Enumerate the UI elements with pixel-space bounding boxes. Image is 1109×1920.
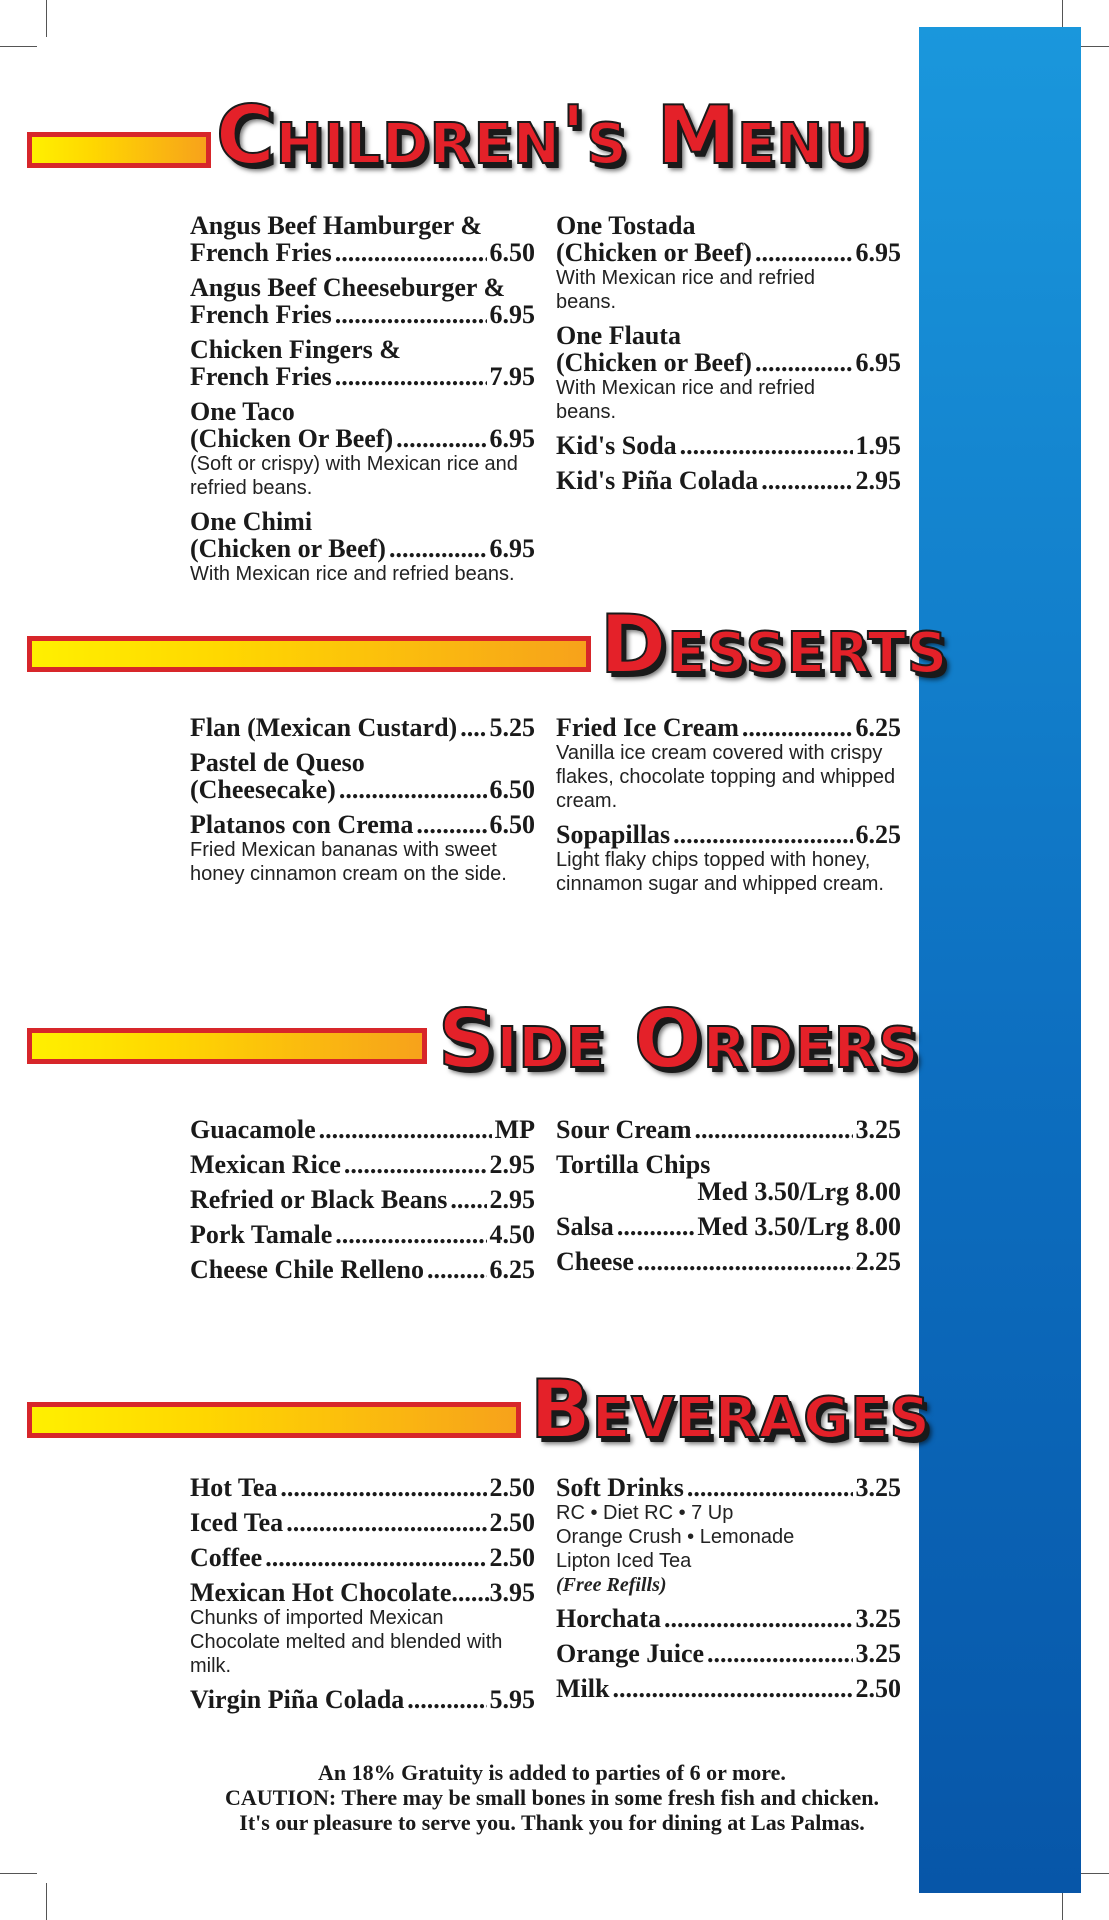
childrens-menu-banner-bar [27,132,211,168]
item-name: Mexican Hot Chocolate [190,1578,452,1607]
leader-dots [265,1544,486,1571]
menu-item [190,398,535,500]
menu-item [556,1151,901,1205]
beverages-right-column [556,1474,901,1710]
item-name-line: One Tostada [556,211,696,240]
leader-dots [450,1186,486,1213]
item-name: Salsa [556,1212,614,1241]
leader-dots [637,1248,853,1275]
leader-dots [335,1221,486,1248]
leader-dots [673,821,852,848]
item-name-line: One Taco [190,397,295,426]
desserts-banner-bar [27,636,591,672]
leader-dots [680,432,853,459]
item-price: 3.25 [855,1604,901,1633]
leader-dots [707,1640,852,1667]
item-price: 6.95 [855,348,901,377]
menu-item [190,1579,535,1678]
item-name: Refried or Black Beans [190,1185,448,1214]
item-name: Fried Ice Cream [556,713,739,742]
item-price: 6.50 [489,775,535,804]
leader-dots [755,239,853,266]
item-price: 6.95 [489,300,535,329]
item-name: Cheese [556,1247,634,1276]
item-price: 6.50 [489,238,535,267]
item-name: Coffee [190,1543,263,1572]
item-description: With Mexican rice and refried beans. [556,267,815,313]
item-name: Iced Tea [190,1508,284,1537]
item-price: 3.95 [489,1578,535,1607]
item-name: Kid's Soda [556,431,677,460]
item-note: (Free Refills) [556,1574,667,1596]
leader-dots [460,714,486,741]
item-price: 2.50 [489,1543,535,1572]
menu-item [190,1474,535,1501]
leader-dots [664,1605,853,1632]
item-name: Cheese Chile Relleno [190,1255,424,1284]
item-price: 6.50 [489,810,535,839]
menu-item [190,1509,535,1536]
menu-item [190,1686,535,1713]
menu-item [190,1116,535,1143]
leader-dots [612,1675,852,1702]
item-description: Orange Crush • Lemonade [556,1526,795,1548]
item-name-line: One Flauta [556,321,681,350]
item-name: (Chicken or Beef) [190,534,386,563]
item-price: 2.95 [489,1185,535,1214]
item-name: Orange Juice [556,1639,705,1668]
item-name: Hot Tea [190,1473,278,1502]
item-name: Platanos con Crema [190,810,414,839]
item-description: Vanilla ice cream covered with crispy flakes, chocolate topping and whipped cream. [556,742,896,812]
menu-item [190,1256,535,1283]
item-price: 2.50 [855,1674,901,1703]
menu-item [556,1474,901,1597]
side-orders-right-column [556,1116,901,1283]
menu-item [190,274,535,328]
item-price: 6.25 [855,713,901,742]
item-price: 6.95 [489,424,535,453]
gratuity-notice: An 18% Gratuity is added to parties of 6 or more. [318,1760,786,1785]
item-description: Light flaky chips topped with honey, cinnamon sugar and whipped cream. [556,849,884,895]
menu-item [556,322,901,424]
item-price: 3.25 [855,1115,901,1144]
desserts-right-column [556,714,901,904]
leader-dots [389,535,487,562]
leader-dots [335,239,487,266]
item-name: Sour Cream [556,1115,692,1144]
item-price: 5.25 [489,713,535,742]
beverages-title: Beverages [530,1363,931,1456]
item-description: With Mexican rice and refried beans. [190,563,515,585]
item-name-line: One Chimi [190,507,313,536]
item-price: 2.95 [489,1150,535,1179]
beverages-left-column [190,1474,535,1721]
leader-dots [416,811,486,838]
crop-mark [46,0,47,37]
menu-item [556,1213,901,1240]
leader-dots [761,467,852,494]
childrens-menu-title: Children's Menu [216,89,871,182]
item-price: MP [494,1115,535,1144]
leader-dots [617,1213,695,1240]
item-description: (Soft or crispy) with Mexican rice and refried beans. [190,453,518,499]
item-name: Pork Tamale [190,1220,333,1249]
item-price: 1.95 [855,431,901,460]
side-orders-banner-bar [27,1028,427,1064]
leader-dots [687,1474,853,1501]
item-price: 7.95 [489,362,535,391]
item-description: Lipton Iced Tea [556,1550,692,1572]
item-description: Chunks of imported Mexican Chocolate melted and blended with milk. [190,1607,503,1677]
menu-item [556,467,901,494]
item-name-line: Tortilla Chips [556,1150,711,1179]
item-name: Milk [556,1674,610,1703]
menu-item [556,1248,901,1275]
menu-item [556,432,901,459]
crop-mark [46,1883,47,1920]
menu-item [190,811,535,886]
crop-mark [0,46,37,47]
leader-dots [695,1116,853,1143]
menu-item [190,1151,535,1178]
childrens-menu-right-column [556,212,901,502]
item-name: Flan (Mexican Custard) [190,713,458,742]
item-price: Med 3.50/Lrg 8.00 [697,1212,901,1241]
item-name: Sopapillas [556,820,671,849]
leader-dots [407,1686,486,1713]
menu-item [190,1544,535,1571]
menu-item [190,212,535,266]
item-price: 3.25 [855,1639,901,1668]
menu-item [556,1116,901,1143]
item-name: French Fries [190,238,332,267]
item-price: 5.95 [489,1685,535,1714]
item-name: French Fries [190,362,332,391]
leader-dots [335,301,487,328]
menu-item [190,508,535,586]
item-description: Fried Mexican bananas with sweet honey cinnamon cream on the side. [190,839,507,885]
menu-item [556,821,901,896]
leader-dots [280,1474,486,1501]
leader-dots [344,1151,487,1178]
side-orders-title: Side Orders [438,993,920,1086]
caution-notice: CAUTION: There may be small bones in some fresh fish and chicken. [225,1785,879,1810]
menu-item [190,1186,535,1213]
item-name-line: Angus Beef Cheeseburger & [190,273,506,302]
item-name: Guacamole [190,1115,316,1144]
menu-item [190,749,535,803]
item-name: Kid's Piña Colada [556,466,759,495]
menu-footer [186,1760,918,1835]
item-price: 2.50 [489,1473,535,1502]
leader-dots [396,425,486,452]
menu-item [190,714,535,741]
menu-item [556,1675,901,1702]
menu-item [556,212,901,314]
menu-item [556,714,901,813]
item-price: 2.25 [855,1247,901,1276]
item-name: (Cheesecake) [190,775,336,804]
leader-dots [427,1256,487,1283]
item-description: RC • Diet RC • 7 Up [556,1502,734,1524]
menu-item [190,1221,535,1248]
item-name: (Chicken or Beef) [556,238,752,267]
item-price: 2.50 [489,1508,535,1537]
menu-item [556,1605,901,1632]
menu-item [556,1640,901,1667]
leader-dots [319,1116,492,1143]
leader-dots [335,363,487,390]
item-name: (Chicken or Beef) [556,348,752,377]
menu-item [190,336,535,390]
item-price: 3.25 [855,1473,901,1502]
leader-dots [286,1509,486,1536]
item-price: 6.95 [855,238,901,267]
thank-you-note: It's our pleasure to serve you. Thank you for dining at Las Palmas. [239,1810,865,1835]
crop-mark [0,1873,37,1874]
item-price: 6.25 [489,1255,535,1284]
item-name: (Chicken Or Beef) [190,424,394,453]
item-price: Med 3.50/Lrg 8.00 [697,1177,901,1206]
item-name: French Fries [190,300,332,329]
leader-dots [339,776,487,803]
item-name: Virgin Piña Colada [190,1685,405,1714]
leader-dots [755,349,853,376]
item-name-line: Chicken Fingers & [190,335,401,364]
leader-dots [451,1579,489,1606]
item-name-line: Pastel de Queso [190,748,365,777]
item-price: 4.50 [489,1220,535,1249]
item-name-line: Angus Beef Hamburger & [190,211,483,240]
desserts-title: Desserts [600,598,949,691]
childrens-menu-left-column [190,212,535,594]
item-name: Mexican Rice [190,1150,341,1179]
desserts-left-column [190,714,535,894]
item-price: 6.25 [855,820,901,849]
item-description: With Mexican rice and refried beans. [556,377,815,423]
leader-dots [742,714,853,741]
beverages-banner-bar [27,1402,521,1438]
item-price: 2.95 [855,466,901,495]
blue-side-band [919,27,1081,1893]
item-name: Horchata [556,1604,661,1633]
side-orders-left-column [190,1116,535,1291]
item-name: Soft Drinks [556,1473,684,1502]
item-price: 6.95 [489,534,535,563]
